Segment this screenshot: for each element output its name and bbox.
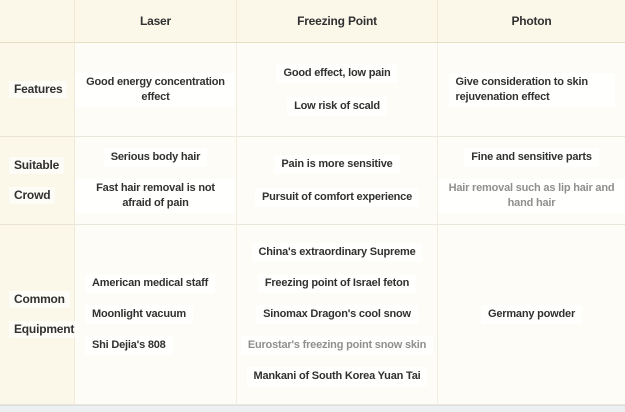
cell-features-freezing-point [237,43,438,137]
cell-common-equipment-photon [438,225,625,405]
cell-suitable-crowd-freezing-point [237,137,438,225]
cell-item: Fine and sensitive parts [464,148,599,167]
bottom-edge-strip [0,405,625,412]
row-label-features [0,43,75,137]
cell-item: China's extraordinary Supreme [252,243,423,262]
cell-suitable-crowd-photon [438,137,625,225]
cell-item: Hair removal such as lip hair and hand hair [438,179,625,213]
cell-item: Good energy concentration effect [75,73,236,107]
row-label-suitable-crowd [0,137,75,225]
cell-item: Mankani of South Korea Yuan Tai [247,367,428,386]
cell-item: Give consideration to skin rejuvenation effect [449,73,615,107]
column-header-label: Freezing Point [297,13,377,28]
cell-item: Moonlight vacuum [85,305,193,324]
cell-item: Fast hair removal is not afraid of pain [75,179,236,213]
cell-item: Serious body hair [104,148,208,167]
cell-item: Low risk of scald [287,97,387,116]
cell-item: Sinomax Dragon's cool snow [256,305,418,324]
cell-item: American medical staff [85,274,215,293]
cell-common-equipment-freezing-point [237,225,438,405]
cell-item: Pain is more sensitive [274,155,399,174]
row-label-common-equipment [0,225,75,405]
cell-item: Pursuit of comfort experience [255,188,419,207]
row-label-text: Common [9,291,70,308]
cell-item: Germany powder [481,305,582,324]
cell-features-photon [438,43,625,137]
header-cell-empty [0,0,75,43]
cell-item: Shi Dejia's 808 [85,336,173,355]
cell-features-laser [75,43,237,137]
column-header-laser [75,0,237,43]
column-header-photon [438,0,625,43]
cell-suitable-crowd-laser [75,137,237,225]
row-label-text: Features [9,81,67,98]
cell-item: Freezing point of Israel feton [258,274,416,293]
row-label-text: Suitable [9,157,64,174]
column-header-label: Laser [139,13,172,28]
column-header-label: Photon [511,13,552,28]
row-label-text: Equipment [9,321,79,338]
cell-common-equipment-laser [75,225,237,405]
column-header-freezing-point [237,0,438,43]
row-label-text: Crowd [9,187,55,204]
cell-item: Eurostar's freezing point snow skin [241,336,433,355]
cell-item: Good effect, low pain [276,64,397,83]
